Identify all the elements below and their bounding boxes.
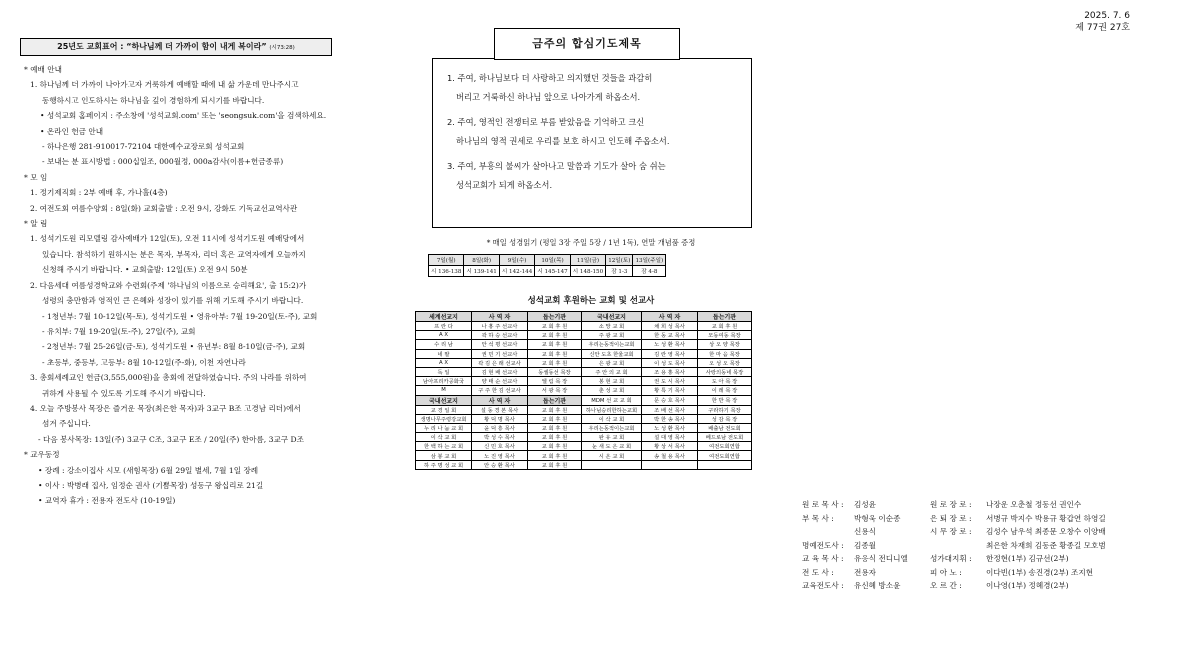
prayer-topics-box — [432, 58, 752, 228]
announcement-line: 2. 여전도회 여름수양회 : 8일(화) 교회출발 : 오전 9시, 강화도 기독교선교역사관 — [30, 203, 298, 213]
announcement-line: - 초등부, 중등부, 고등부: 8월 10-12일(주-화), 이천 자연나라 — [42, 357, 246, 367]
reading-range-cell: 시 148-150 — [570, 266, 605, 277]
missions-cell: 노 성 환 목사 — [642, 340, 698, 349]
missions-cell: 생명나무주령강교회 — [416, 414, 472, 423]
missions-cell: 여전도회연합 — [698, 451, 752, 460]
reading-day-cell: 9일(수) — [499, 255, 534, 266]
staff-row — [930, 512, 1106, 526]
missions-cell: 남아프리카공화국 — [416, 377, 472, 386]
missions-cell: 하나님승리한하는교회 — [582, 405, 642, 414]
announcement-line: - 1청년부: 7월 10-12일(목-토), 성석기도원 • 영유아부: 7월 19-20일(토-주), 교회 — [42, 311, 318, 321]
missions-cell: 한 동 교 목사 — [642, 331, 698, 340]
missions-cell: 여전도회연합 — [698, 442, 752, 451]
missions-cell: 노 성 환 목사 — [642, 423, 698, 432]
announcement-line: 1. 정기제직회 : 2부 예배 후, 가나홀(4층) — [30, 188, 168, 198]
announcement-line: • 교역자 휴가 : 전용자 전도사 (10-19일) — [38, 496, 176, 506]
staff-names: 유신혜 방소윤 — [854, 581, 901, 590]
missions-cell — [582, 460, 642, 469]
staff-row — [802, 498, 908, 512]
announcement-line: 있습니다. 참석하기 원하시는 분은 목자, 부목자, 리더 혹은 교역자에게 오늘까지 — [42, 249, 306, 259]
missions-cell: 삼 봉 교 회 — [416, 451, 472, 460]
announcement-section-heading: * 알 림 — [24, 219, 48, 229]
announcement-line: - 2청년부: 7월 25-26일(금-토), 성석기도원 • 유년부: 8월 8-10일(금-주), 교회 — [42, 342, 306, 352]
missions-cell: 교 회 후 원 — [528, 451, 582, 460]
staff-role: 은 퇴 장 로 : — [930, 513, 972, 523]
missions-header-cell: 돕는기관 — [528, 312, 582, 322]
missions-cell — [642, 460, 698, 469]
staff-names: 이다빈(1부) 송진경(2부) 조지현 — [986, 567, 1094, 577]
staff-row — [802, 512, 908, 526]
prayer-item-line: 3. 주여, 부흥의 불씨가 살아나고 말씀과 기도가 살아 숨 쉬는 — [447, 161, 666, 171]
bulletin-date-block — [1075, 10, 1130, 34]
staff-role: 교 육 목 사 : — [802, 554, 844, 563]
reading-ranges-row — [429, 266, 666, 277]
reading-day-cell: 8일(화) — [464, 255, 499, 266]
missions-cell: 교 회 후 원 — [698, 322, 752, 331]
prayer-item-line: 1. 주여, 하나님보다 더 사랑하고 의지했던 것들을 과감히 — [447, 73, 653, 83]
missions-cell: 교 회 후 원 — [528, 322, 582, 331]
missions-cell: 박 한 송 목사 — [642, 414, 698, 423]
reading-range-cell: 시 136-138 — [429, 266, 464, 277]
staff-names: 박형욱 이순종 — [854, 513, 901, 523]
staff-row — [930, 552, 1106, 566]
reading-range-cell: 시 142-144 — [499, 266, 534, 277]
missions-cell: 눈 새 도 은 교 회 — [582, 442, 642, 451]
missions-header-cell: 사 역 자 — [642, 312, 698, 322]
missions-cell: 도 아 목 장 — [698, 377, 752, 386]
announcement-line: • 이사 : 박병래 집사, 임정순 권사 (기쁨목장) 성동구 왕십리로 21길 — [38, 480, 264, 490]
missions-cell: 교 회 후 원 — [528, 331, 582, 340]
missions-subheader-cell: 사 역 자 — [472, 395, 528, 405]
prayer-item-line: 버리고 거룩하신 하나님 앞으로 나아가게 하옵소서. — [456, 92, 641, 102]
staff-names: 김성윤 — [854, 500, 877, 509]
announcement-line: 1. 성석기도원 리모델링 감사예배가 12일(토), 오전 11시에 성석기도원 예배당에서 — [30, 234, 305, 244]
missions-cell: M — [416, 386, 472, 395]
missions-cell: 구 주 한 김 선교사 — [472, 386, 528, 395]
missions-header-cell: 세계선교지 — [416, 312, 472, 322]
missions-cell: 설 동 경 본 목사 — [472, 405, 528, 414]
missions-cell: 교 회 후 원 — [528, 442, 582, 451]
missions-row — [416, 433, 752, 442]
missions-cell: 교 회 후 원 — [528, 405, 582, 414]
staff-row — [802, 566, 908, 580]
missions-row — [416, 340, 752, 349]
missions-cell: 모동여동 목장 — [698, 331, 752, 340]
prayer-item-line: 성석교회가 되게 하옵소서. — [456, 180, 553, 190]
missions-title: 성석교회 후원하는 교회 및 선교사 — [527, 296, 655, 306]
missions-cell: 춘 성 교 회 — [582, 386, 642, 395]
missions-header-cell: 돕는기관 — [698, 312, 752, 322]
prayer-topics-title: 금주의 합심기도제목 — [494, 28, 680, 60]
missions-cell: 봉 현 교 회 — [582, 377, 642, 386]
missions-cell: 설 대 영 목사 — [642, 433, 698, 442]
staff-names: 김종월 — [854, 540, 877, 550]
bible-reading-note: * 매일 성경읽기 (평일 3장 주일 5장 / 1년 1독), 연말 개념품 증정 — [486, 238, 696, 247]
staff-names: 신용식 — [854, 527, 877, 536]
announcement-line: 2. 다음세대 여름성경학교와 수련회(주제 '하나님의 이름으로 승리해요', 출 15:2)가 — [30, 280, 307, 290]
missions-cell: 안 석 평 선교사 — [472, 340, 528, 349]
missions-cell: 이 레 목 장 — [698, 386, 752, 395]
reading-range-cell: 시 145-147 — [535, 266, 570, 277]
missions-cell: 한 마 음 목장 — [698, 349, 752, 358]
missions-cell: 서 광 목 장 — [528, 386, 582, 395]
missions-row — [416, 322, 752, 331]
missions-header-cell: 국내선교지 — [582, 312, 642, 322]
missions-row — [416, 331, 752, 340]
announcement-line: - 다음 봉사목장: 13일(주) 3교구 C조, 3교구 E조 / 20일(주) 한아름, 3교구 D조 — [38, 434, 304, 444]
missions-cell: 이 삭 교 회 — [416, 433, 472, 442]
reading-day-cell: 11일(금) — [570, 255, 605, 266]
announcement-line: 1. 하나님께 더 가까이 나아가고자 거룩하게 예배할 때에 내 삶 가운데 만나주시고 — [30, 80, 299, 90]
bulletin-issue: 제 77권 27호 — [1075, 23, 1130, 33]
staff-role: 성가대지휘 : — [930, 554, 972, 563]
missions-cell: 김 란 영 목사 — [642, 349, 698, 358]
announcement-section-heading: * 예배 안내 — [24, 65, 62, 74]
missions-cell: 이 삭 교 회 — [582, 414, 642, 423]
announcement-line: • 성석교회 홈페이지 : 주소창에 '성석교회.com' 또는 'seongsuk.com'을 검색하세요. — [40, 111, 327, 121]
staff-row — [802, 539, 908, 553]
missions-cell: 동셀동선 목장 — [528, 367, 582, 376]
reading-range-cell: 잠 4-8 — [633, 266, 666, 277]
staff-row — [930, 579, 1106, 593]
reading-range-cell: 시 139-141 — [464, 266, 499, 277]
missions-cell: 이 성 도 목사 — [642, 358, 698, 367]
staff-role: 피 아 노 : — [930, 567, 962, 577]
missions-cell: 문 승 호 목사 — [642, 395, 698, 405]
missions-cell: 완 유 교 회 — [582, 433, 642, 442]
missions-cell: 시 온 교 회 — [582, 451, 642, 460]
staff-role: 시 무 장 로 : — [930, 527, 972, 536]
staff-list-left — [802, 498, 908, 593]
missions-cell: 신 민 호 목사 — [472, 442, 528, 451]
missions-cell: 프 란 다 — [416, 322, 472, 331]
missions-cell: 하 주 명 성 교 회 — [416, 460, 472, 469]
church-motto-reference: (시73:28) — [269, 45, 295, 51]
staff-row — [802, 579, 908, 593]
reading-day-cell: 13일(주일) — [633, 255, 666, 266]
missions-cell: 사랑의동네 목장 — [698, 367, 752, 376]
missions-cell: 오 성 오 목장 — [698, 358, 752, 367]
announcement-section-heading: * 교우동정 — [24, 450, 60, 460]
missions-cell: 양 태 순 선교사 — [472, 377, 528, 386]
announcement-line: 동행하시고 인도하시는 하나님을 깊이 경험하게 되시기를 바랍니다. — [42, 95, 265, 105]
missions-cell: 황 상 서 목사 — [642, 442, 698, 451]
missions-cell: 교 회 후 원 — [528, 433, 582, 442]
missions-cell: 교 회 후 원 — [528, 358, 582, 367]
missions-cell: 엘 림 목 장 — [528, 377, 582, 386]
missions-cell: 박 성 수 목사 — [472, 433, 528, 442]
missions-header-cell: 사 역 자 — [472, 312, 528, 322]
missions-row — [416, 395, 752, 405]
announcement-line: 4. 오늘 주방봉사 목장은 즐거운 목장(최은한 목자)과 3교구 B조 고경남 리더)에서 — [30, 403, 301, 413]
missions-row — [416, 460, 752, 469]
missions-cell: 조 용 홍 목사 — [642, 367, 698, 376]
missions-cell — [698, 460, 752, 469]
missions-cell: MDM 선 교 교 회 — [582, 395, 642, 405]
staff-row — [930, 525, 1106, 539]
missions-cell: A X — [416, 331, 472, 340]
missions-row — [416, 349, 752, 358]
prayer-item-line: 하나님의 영적 권세로 우리를 보호 하시고 인도해 주옵소서. — [456, 136, 670, 146]
missions-cell: 배출남 전도회 — [698, 423, 752, 432]
missions-cell: A X — [416, 358, 472, 367]
staff-row — [930, 498, 1106, 512]
reading-days-row — [429, 255, 666, 266]
missions-cell: 곽 김 은 래 선교사 — [472, 358, 528, 367]
missions-cell: 교 회 후 원 — [528, 414, 582, 423]
prayer-item — [447, 157, 751, 195]
missions-cell: 주 광 교 회 — [582, 331, 642, 340]
missions-cell: 조 배 선 목사 — [642, 405, 698, 414]
missions-row — [416, 414, 752, 423]
missions-row — [416, 423, 752, 432]
missions-support-table — [415, 311, 752, 470]
missions-row — [416, 386, 752, 395]
announcement-line: 신청해 주시기 바랍니다. • 교회출발: 12일(토) 오전 9시 50분 — [42, 265, 248, 275]
staff-row — [930, 566, 1106, 580]
missions-cell: 구라하기 목장 — [698, 405, 752, 414]
missions-cell: 주 안 의 교 회 — [582, 367, 642, 376]
missions-cell: 은 광 교 회 — [582, 358, 642, 367]
reading-day-cell: 10일(목) — [535, 255, 570, 266]
missions-subheader-cell: 국내선교지 — [416, 395, 472, 405]
missions-cell: 황 덕 명 목사 — [472, 414, 528, 423]
missions-row — [416, 451, 752, 460]
missions-row — [416, 358, 752, 367]
announcement-line: - 유치부: 7월 19-20일(토-주), 27일(주), 교회 — [42, 326, 196, 336]
announcement-line: 섬겨 주십니다. — [42, 419, 91, 429]
missions-subheader-cell: 돕는기관 — [528, 395, 582, 405]
missions-cell: 성 감 목 장 — [698, 414, 752, 423]
staff-row — [802, 552, 908, 566]
missions-cell: 권 민 기 선교사 — [472, 349, 528, 358]
missions-cell: 교 회 후 원 — [528, 340, 582, 349]
staff-names: 서병규 박지수 박용규 황갑연 하영길 — [986, 513, 1106, 523]
missions-row — [416, 367, 752, 376]
missions-cell: 곽 하 승 선교사 — [472, 331, 528, 340]
staff-row — [930, 539, 1106, 553]
staff-role: 원 로 목 사 : — [802, 500, 844, 509]
missions-row — [416, 405, 752, 414]
missions-cell: 상 오 양 목장 — [698, 340, 752, 349]
missions-cell: 한 반 목 장 — [698, 395, 752, 405]
announcement-line: - 하나은행 281-910017-72104 대한예수교장로회 성석교회 — [42, 142, 245, 152]
staff-row — [802, 525, 908, 539]
missions-cell: 교 회 후 원 — [528, 460, 582, 469]
missions-cell: 수 리 남 — [416, 340, 472, 349]
missions-cell: 독 일 — [416, 367, 472, 376]
missions-cell: 김 현 배 선교사 — [472, 367, 528, 376]
missions-cell: 나 홍 주 선교사 — [472, 322, 528, 331]
staff-role — [802, 525, 854, 539]
staff-role: 오 르 간 : — [930, 581, 962, 590]
prayer-item — [447, 69, 751, 107]
staff-names: 김성수 남우석 최종문 오창수 이양배 — [986, 527, 1106, 536]
prayer-item — [447, 113, 751, 151]
announcement-line: • 온라인 헌금 안내 — [40, 126, 104, 136]
announcements-column — [22, 62, 382, 509]
missions-cell: 안 승 환 목사 — [472, 460, 528, 469]
staff-names: 나장운 오춘철 정동선 권인수 — [986, 500, 1082, 509]
staff-names: 유응식 전디니엘 — [854, 554, 908, 563]
staff-role — [930, 539, 986, 553]
missions-cell: 교 회 후 원 — [528, 423, 582, 432]
staff-names: 전용자 — [854, 567, 877, 577]
missions-cell: 소 망 교 회 — [582, 322, 642, 331]
missions-cell: 교 경 일 회 — [416, 405, 472, 414]
church-motto-text: 25년도 교회표어 : “하나님께 더 가까이 함이 내게 복이라” — [57, 42, 267, 51]
missions-cell: 우리는동적이는교회 — [582, 423, 642, 432]
announcement-line: 3. 총회세례교인 헌금(3,555,000원)을 총회에 전달하였습니다. 주의 나라를 위하여 — [30, 373, 307, 383]
missions-cell: 네 팔 — [416, 349, 472, 358]
announcement-line: • 장례 : 강소이집사 시모 (새힘목장) 6월 29일 별세, 7월 1일 장례 — [38, 465, 259, 475]
staff-role: 부 목 사 : — [802, 513, 834, 523]
missions-cell: 노 진 영 목사 — [472, 451, 528, 460]
missions-row — [416, 377, 752, 386]
missions-cell: 베드로남 전도회 — [698, 433, 752, 442]
missions-cell: 한 백 하 는 교 회 — [416, 442, 472, 451]
missions-cell: 채 희 성 목사 — [642, 322, 698, 331]
reading-day-cell: 7일(월) — [429, 255, 464, 266]
staff-role: 명예전도사 : — [802, 540, 844, 550]
staff-names: 이나영(1부) 정혜경(2부) — [986, 581, 1069, 590]
reading-day-cell: 12일(토) — [606, 255, 633, 266]
staff-role: 전 도 사 : — [802, 567, 834, 577]
announcement-section-heading: * 모 임 — [24, 172, 48, 182]
missions-cell: 누 리 나 눔 교 회 — [416, 423, 472, 432]
staff-role: 교육전도사 : — [802, 581, 844, 590]
church-motto-banner — [20, 38, 332, 56]
announcement-line: - 보내는 분 표시방법 : 000십일조, 000월정, 000a감사(이름+헌금종류) — [42, 157, 284, 167]
missions-cell: 송 철 용 목사 — [642, 451, 698, 460]
staff-list-right — [930, 498, 1106, 593]
missions-cell: 신안 도초 한울교회 — [582, 349, 642, 358]
prayer-item-line: 2. 주여, 영적인 전쟁터로 부름 받았음을 기억하고 크신 — [447, 117, 645, 127]
announcement-line: 귀하게 사용될 수 있도록 기도해 주시기 바랍니다. — [42, 388, 206, 398]
bible-reading-table — [428, 254, 666, 277]
missions-cell: 권 도 시 목사 — [642, 377, 698, 386]
staff-names: 한정현(1부) 김규선(2부) — [986, 554, 1069, 563]
missions-row — [416, 442, 752, 451]
missions-cell: 윤 덕 흥 목사 — [472, 423, 528, 432]
staff-names: 최은한 차재희 김동준 황종길 모호범 — [986, 540, 1106, 550]
missions-cell: 황 특 기 목사 — [642, 386, 698, 395]
missions-cell: 교 회 후 원 — [528, 349, 582, 358]
bulletin-date: 2025. 7. 6 — [1084, 11, 1130, 21]
missions-cell: 우리는동적이는교회 — [582, 340, 642, 349]
announcement-line: 성령의 충만함과 영적인 큰 은혜와 성장이 있기를 위해 기도해 주시기 바랍니다. — [42, 296, 304, 306]
missions-header-row — [416, 312, 752, 322]
reading-range-cell: 잠 1-3 — [606, 266, 633, 277]
staff-role: 원 로 장 로 : — [930, 500, 972, 509]
